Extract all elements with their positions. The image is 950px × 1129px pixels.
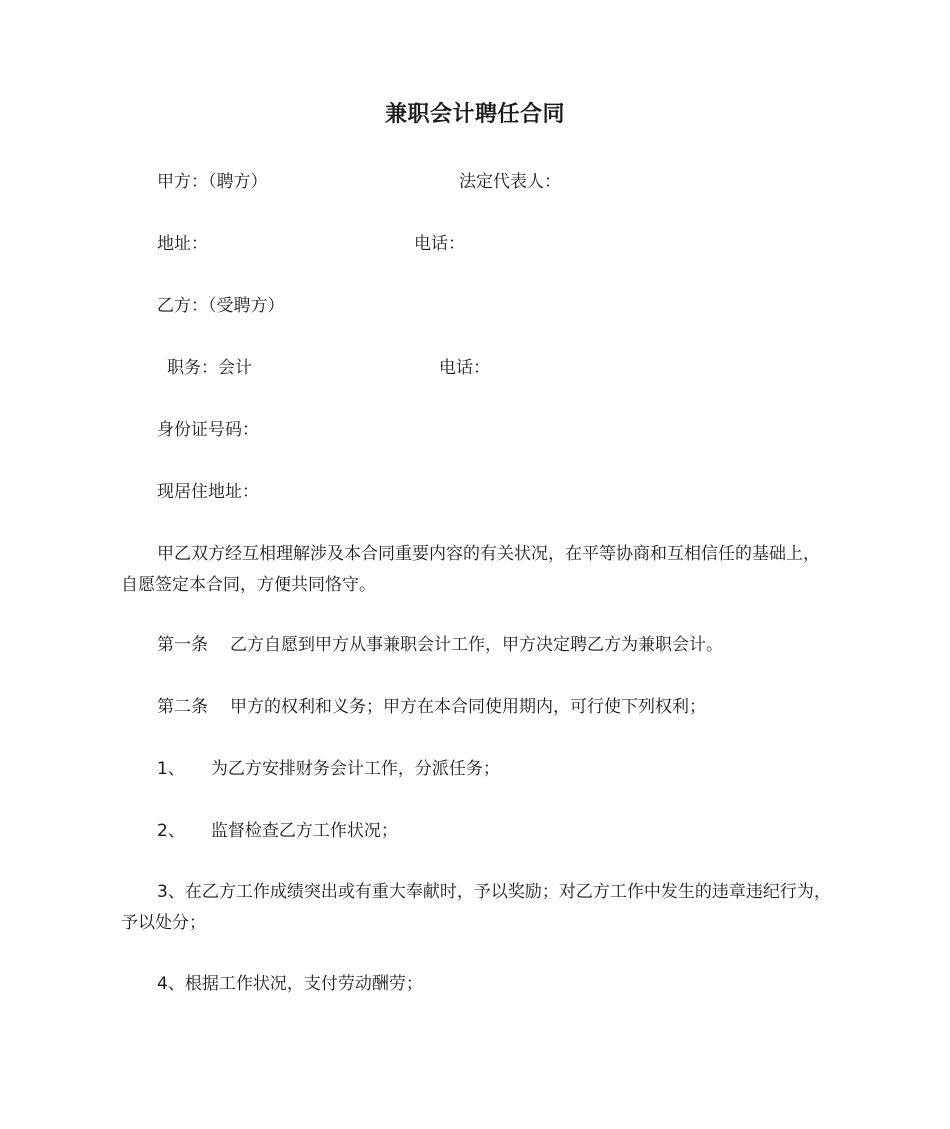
document-title: 兼职会计聘任合同 <box>384 102 565 127</box>
article-2 <box>157 695 706 719</box>
item-3-paragraph: 3、在乙方工作成绩突出或有重大奉献时，予以奖励；对乙方工作中发生的违章违纪行为，予以处分； <box>121 882 831 933</box>
article-2-heading: 第二条 <box>157 697 208 717</box>
party-a-label: 甲方：（聘方） <box>157 172 268 192</box>
article-1-text: 乙方自愿到甲方从事兼职会计工作，甲方决定聘乙方为兼职会计。 <box>230 635 723 655</box>
list-item-text: 监督检查乙方工作状况； <box>210 821 398 841</box>
id-number-label: 身份证号码： <box>157 420 259 440</box>
legal-representative-label: 法定代表人： <box>459 172 561 192</box>
preamble-paragraph: 甲乙双方经互相理解涉及本合同重要内容的有关状况，在平等协商和互相信任的基础上，自愿签定本合同，方便共同恪守。 <box>121 544 820 595</box>
item-4-line: 4、根据工作状况，支付劳动酬劳； <box>157 974 423 994</box>
party-b-label: 乙方：（受聘方） <box>157 296 285 316</box>
list-item <box>157 819 398 843</box>
list-item-text: 为乙方安排财务会计工作，分派任务； <box>210 759 500 779</box>
list-item <box>157 757 500 781</box>
list-item-number: 1、 <box>157 759 185 779</box>
residence-label: 现居住地址： <box>157 482 259 502</box>
article-2-text: 甲方的权利和义务；甲方在本合同使用期内，可行使下列权利； <box>230 697 706 717</box>
article-1 <box>157 633 723 657</box>
address-label: 地址： <box>157 234 208 254</box>
position-label: 职务：会计 <box>167 358 252 378</box>
party-b-phone-label: 电话： <box>439 358 490 378</box>
article-1-heading: 第一条 <box>157 635 208 655</box>
party-a-phone-label: 电话： <box>414 234 465 254</box>
list-item-number: 2、 <box>157 821 185 841</box>
